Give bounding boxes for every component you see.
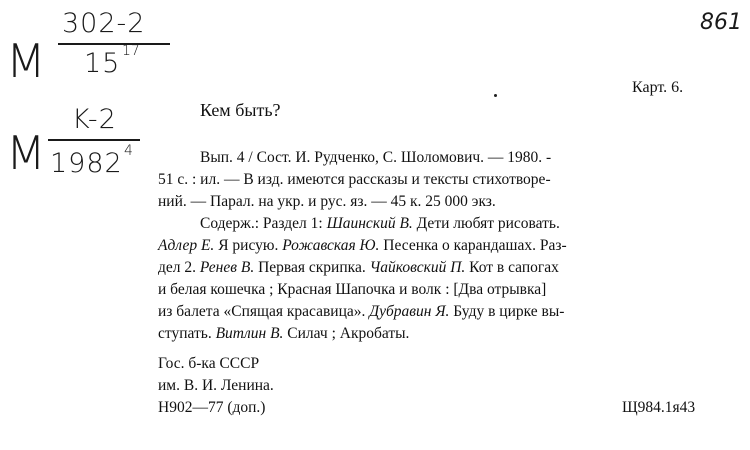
contents-author: Чайковский П. [369,259,466,276]
card-number: Карт. 6. [632,79,684,96]
contents-text: ступать. [158,325,216,342]
description-line-2: 51 с. : ил. — В изд. имеются рассказы и тексты стихотворе- [158,171,551,188]
contents-line-5 [158,302,564,322]
contents-text: Дети любят рисовать. [412,215,560,232]
classification-code: Щ984.1я43 [622,399,696,416]
contents-text: Первая скрипка. [254,259,370,276]
shelfmark-1-letter: M [6,34,46,88]
contents-author: Дубравин Я. [369,303,450,320]
contents-text: Содерж.: Раздел 1: [200,215,327,232]
contents-text: Кот в сапогах [465,259,559,276]
catalog-card-title: Кем быть? [200,100,281,120]
contents-author: Адлер Е. [158,237,215,254]
shelfmark-1-numerator: 302-2 [62,8,146,39]
contents-line-6 [158,324,409,344]
contents-text: Я рисую. [214,237,283,254]
contents-text: Буду в цирке вы- [449,303,565,320]
contents-text: Песенка о карандашах. Раз- [379,237,567,254]
contents-author: Рожавская Ю. [282,237,380,254]
contents-text: дел 2. [158,259,200,276]
shelfmark-2-numerator: K-2 [72,104,117,135]
shelfmark-2-superscript: 4 [124,143,133,159]
shelfmark-1-superscript: 17 [122,43,140,59]
index-code-left: Н902—77 (доп.) [158,399,266,416]
description-line-1: Вып. 4 / Сост. И. Рудченко, С. Шоломович. — 1980. - [200,149,552,166]
contents-text: из балета «Спящая красавица». [158,303,370,320]
description-line-3: ний. — Парал. на укр. и рус. яз. — 45 к. 25 000 экз. [158,193,496,210]
contents-line-1 [200,214,560,234]
shelfmark-1-fraction-line [58,43,170,45]
shelfmark-2-letter: M [6,126,46,180]
contents-text: Силач ; Акробаты. [283,325,410,342]
contents-line-2 [158,236,567,256]
shelfmark-2-fraction-line [48,139,140,141]
stray-mark [494,94,497,97]
shelfmark-2-denominator: 1982 [50,148,123,179]
handwritten-page-number: 861 [700,10,742,35]
contents-line-3 [158,258,559,278]
contents-author: Ренев В. [199,259,255,276]
library-name-line-1: Гос. б-ка СССР [158,355,260,372]
contents-line-4 [158,280,546,300]
contents-author: Витлин В. [215,325,284,342]
contents-author: Шаинский В. [326,215,413,232]
shelfmark-1-denominator: 15 [84,48,121,79]
library-name-line-2: им. В. И. Ленина. [158,377,274,394]
contents-text: и белая кошечка ; Красная Шапочка и волк : [Два отрывка] [158,281,547,298]
